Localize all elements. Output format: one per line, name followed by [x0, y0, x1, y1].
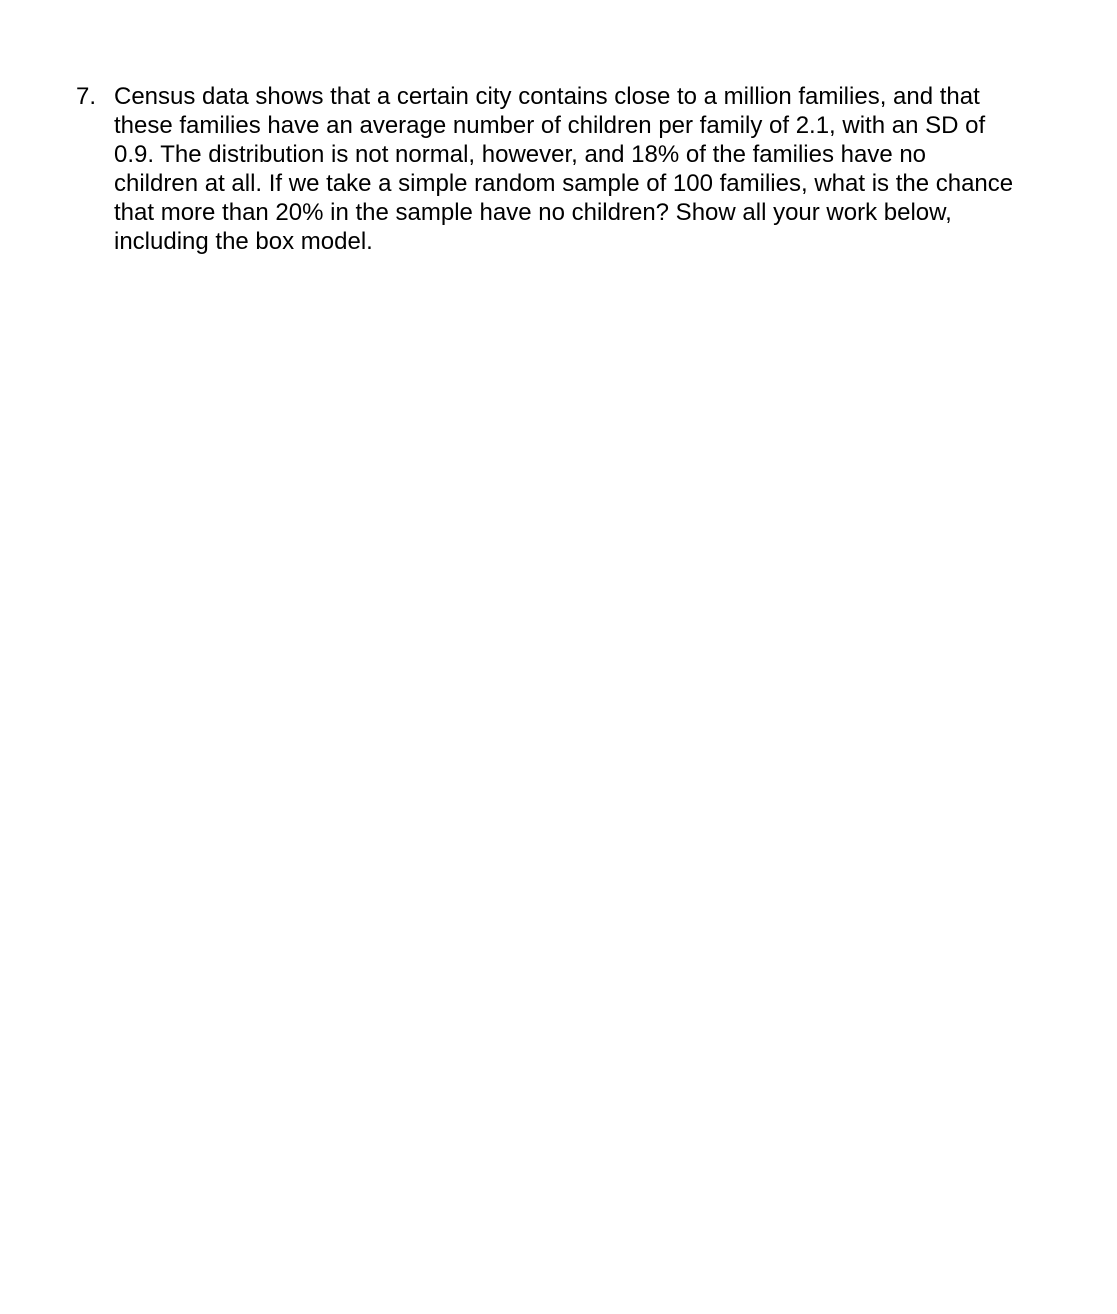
question-line: these families have an average number of children per family of 2.1, with an SD of [114, 112, 986, 139]
question-line: Census data shows that a certain city contains close to a million families, and that [114, 83, 980, 110]
question-line: including the box model. [114, 228, 373, 255]
question-7 [76, 82, 1086, 256]
question-line: 0.9. The distribution is not normal, however, and 18% of the families have no [114, 141, 927, 168]
question-text [114, 82, 1086, 256]
question-line: children at all. If we take a simple random sample of 100 families, what is the chance [114, 170, 1014, 197]
question-line: that more than 20% in the sample have no children? Show all your work below, [114, 199, 952, 226]
question-number: 7. [76, 83, 97, 110]
